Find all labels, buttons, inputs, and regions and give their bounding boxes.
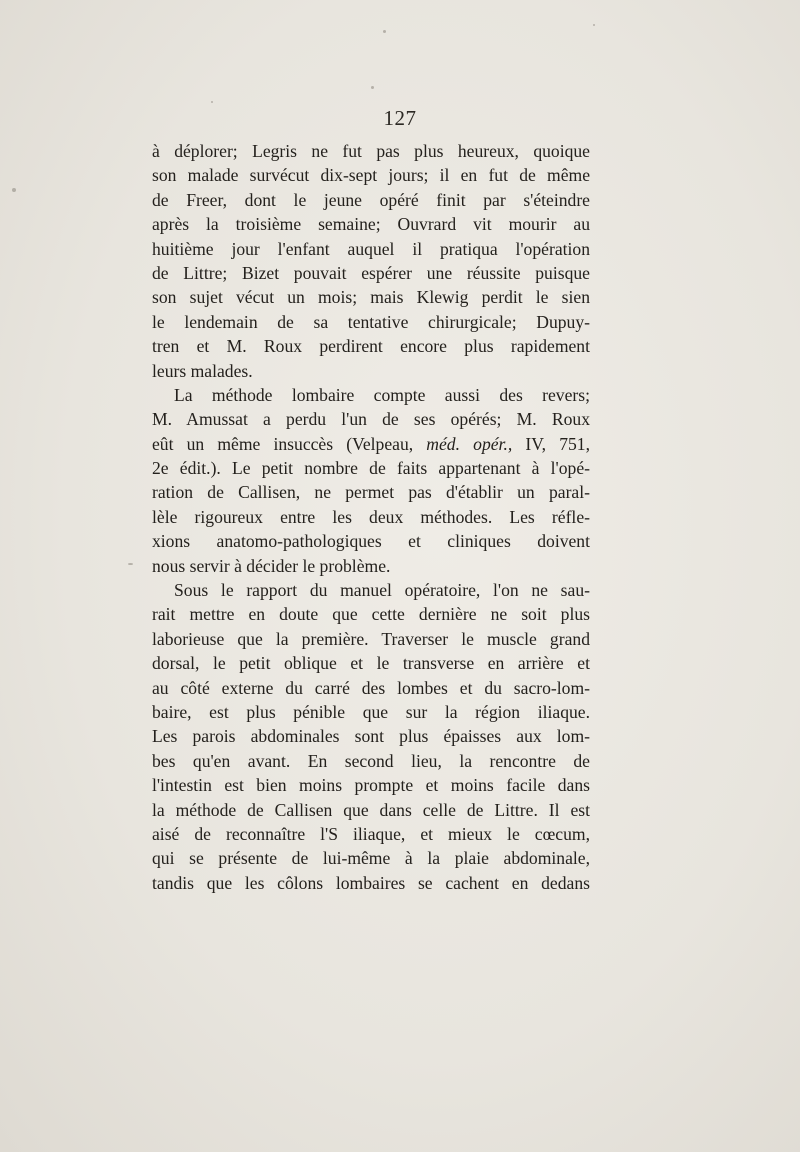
text-line: M. Amussat a perdu l'un de ses opérés; M. Roux (152, 409, 590, 430)
text-line: huitième jour l'enfant auquel il pratiqua l'opération (152, 238, 590, 259)
text-line: lèle rigoureux entre les deux méthodes. Les réfle- (152, 506, 590, 527)
text-line: au côté externe du carré des lombes et du sacro-lom- (152, 677, 590, 698)
text-line: xions anatomo-pathologiques et cliniques doivent (152, 531, 590, 552)
text-segment: eût un même insuccès (Velpeau, (152, 433, 427, 454)
paper-speck (593, 24, 595, 26)
text-line: de Littre; Bizet pouvait espérer une réussite puisque (152, 262, 590, 283)
body-text (152, 139, 590, 895)
text-line: Les parois abdominales sont plus épaisses aux lom- (152, 726, 590, 747)
text-line: rait mettre en doute que cette dernière ne soit plus (152, 604, 590, 625)
text-line: le lendemain de sa tentative chirurgicale; Dupuy- (152, 311, 590, 332)
text-line: qui se présente de lui-même à la plaie abdominale, (152, 848, 590, 869)
text-line: bes qu'en avant. En second lieu, la rencontre de (152, 750, 590, 771)
text-line (152, 432, 590, 456)
text-line: baire, est plus pénible que sur la région iliaque. (152, 701, 590, 722)
text-line: son malade survécut dix-sept jours; il en fut de même (152, 165, 590, 186)
paper-speck (12, 188, 16, 192)
text-line: dorsal, le petit oblique et le transverse en arrière et (152, 653, 590, 674)
text-line: l'intestin est bien moins prompte et moins facile dans (152, 775, 590, 796)
paper-speck (383, 30, 386, 33)
text-line: aisé de reconnaître l'S iliaque, et mieux le cœcum, (152, 823, 590, 844)
text-line: 2e édit.). Le petit nombre de faits appartenant à l'opé- (152, 458, 590, 479)
text-line: tren et M. Roux perdirent encore plus rapidement (152, 336, 590, 357)
text-line: après la troisième semaine; Ouvrard vit mourir au (152, 214, 590, 235)
text-line: son sujet vécut un mois; mais Klewig perdit le sien (152, 287, 590, 308)
text-line: Sous le rapport du manuel opératoire, l'on ne sau- (174, 580, 590, 601)
text-line: leurs malades. (152, 360, 253, 381)
italic-citation: méd. opér., (426, 433, 513, 454)
text-line: ration de Callisen, ne permet pas d'établir un paral- (152, 482, 590, 503)
text-line: la méthode de Callisen que dans celle de Littre. Il est (152, 799, 590, 820)
text-line: nous servir à décider le problème. (152, 555, 391, 576)
page-number: 127 (383, 106, 417, 130)
paper-speck (211, 101, 213, 103)
text-segment: IV, 751, (512, 433, 590, 454)
text-line: à déplorer; Legris ne fut pas plus heureux, quoique (152, 141, 590, 161)
paper-speck (371, 86, 374, 89)
text-line: laborieuse que la première. Traverser le muscle grand (152, 628, 590, 649)
paper-speck (128, 563, 133, 565)
text-line: tandis que les côlons lombaires se cachent en dedans (152, 872, 590, 893)
text-line: La méthode lombaire compte aussi des revers; (174, 384, 590, 405)
text-line: de Freer, dont le jeune opéré finit par s'éteindre (152, 189, 590, 210)
